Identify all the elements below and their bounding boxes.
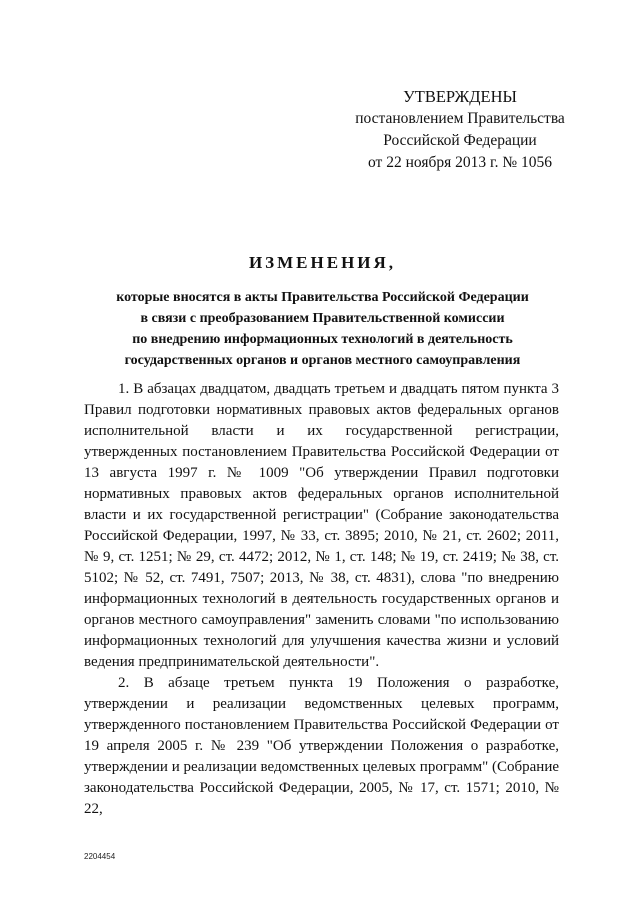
document-title: ИЗМЕНЕНИЯ, (248, 253, 397, 272)
document-code: 2204454 (84, 852, 116, 861)
title-subline-4: государственных органов и органов местного самоуправления (124, 353, 521, 368)
approval-line-1: постановлением Правительства (355, 110, 565, 127)
title-subline-2: в связи с преобразованием Правительственной комиссии (140, 311, 505, 326)
approval-line-3: от 22 ноября 2013 г. № 1056 (368, 154, 552, 171)
title-subline-3: по внедрению информационных технологий в деятельность (132, 332, 513, 347)
approval-line-2: Российской Федерации (383, 132, 537, 149)
document-title-block (60, 253, 585, 371)
paragraph-2: 2. В абзаце третьем пункта 19 Положения о разработке, утверждении и реализации ведомственных целевых программ, утвержденного постановлением Правительства Российской Федерации от 19 апреля 2005 г. № 239 "Об утверждении Положения о разработке, утверждении и реализации ведомственных целевых программ" (Собрание законодательства Российской Федерации, 2005, № 17, ст. 1571; 2010, № 22, (84, 675, 560, 817)
approval-heading: УТВЕРЖДЕНЫ (403, 87, 517, 106)
approval-stamp-block (310, 86, 610, 174)
paragraph-1: 1. В абзацах двадцатом, двадцать третьем и двадцать пятом пункта 3 Правил подготовки нормативных правовых актов федеральных органов исполнительной власти и их государственной регистрации, утвержденных постановлением Правительства Российской Федерации от 13 августа 1997 г. № 1009 "Об утверждении Правил подготовки нормативных правовых актов федеральных органов исполнительной власти и их государственной регистрации" (Собрание законодательства Российской Федерации, 1997, № 33, ст. 3895; 2010, № 21, ст. 2602; 2011, № 9, ст. 1251; № 29, ст. 4472; 2012, № 1, ст. 148; № 19, ст. 2419; № 38, ст. 5102; № 52, ст. 7491, 7507; 2013, № 38, ст. 4831), слова "по внедрению информационных технологий в деятельность государственных органов и органов местного самоуправления" заменить словами "по использованию информационных технологий для улучшения качества жизни и условий ведения предпринимательской деятельности". (84, 381, 559, 670)
document-body (84, 379, 559, 820)
title-subline-1: которые вносятся в акты Правительства Российской Федерации (116, 290, 529, 305)
